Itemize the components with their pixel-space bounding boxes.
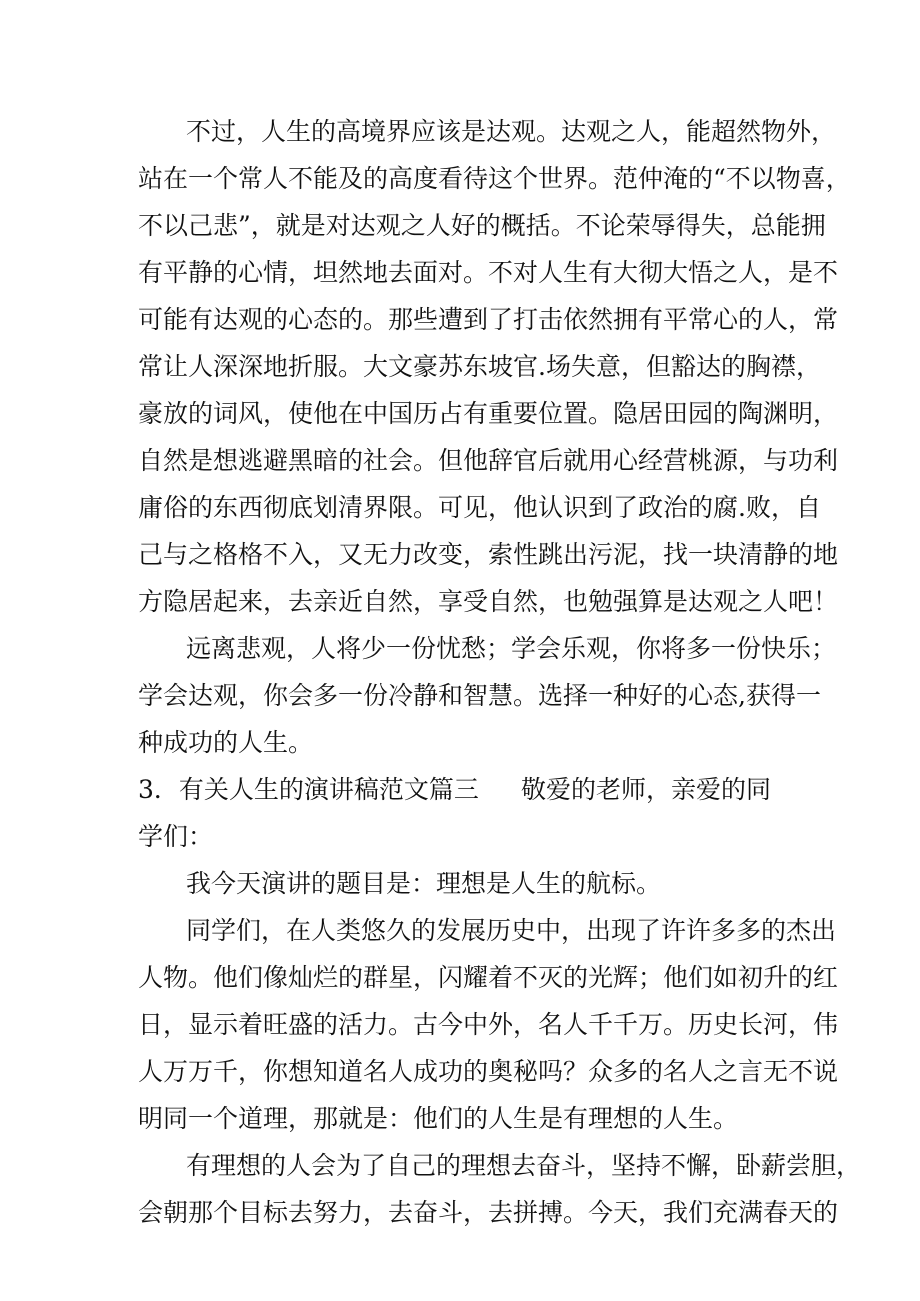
text-line [0, 491, 920, 525]
text-line [0, 1196, 920, 1230]
text-line [0, 820, 920, 854]
paragraph-text: 明同一个道理，那就是：他们的人生是有理想的人生。 [138, 1104, 739, 1133]
text-line [0, 1008, 920, 1042]
paragraph-text: 远离悲观，人将少一份忧愁；学会乐观，你将多一份快乐； [186, 634, 837, 663]
text-line [0, 162, 920, 196]
paragraph-text: 不以己悲”，就是对达观之人好的概括。不论荣辱得失，总能拥 [138, 211, 826, 240]
paragraph-text: 学会达观，你会多一份冷静和智慧。选择一种好的心态,获得一 [138, 681, 821, 710]
text-line [0, 679, 920, 713]
section-heading: 3．有关人生的演讲稿范文篇三 [138, 775, 479, 804]
text-line [0, 914, 920, 948]
paragraph-text: 我今天演讲的题目是：理想是人生的航标。 [186, 869, 662, 898]
text-line [0, 961, 920, 995]
paragraph-text: 站在一个常人不能及的高度看待这个世界。范仲淹的“不以物喜， [138, 164, 851, 193]
salutation-text: 学们： [138, 822, 214, 851]
paragraph-text: 豪放的词风，使他在中国历占有重要位置。隐居田园的陶渊明， [138, 399, 839, 428]
text-line [0, 867, 920, 901]
paragraph-text: 有平静的心情，坦然地去面对。不对人生有大彻大悟之人，是不 [138, 258, 839, 287]
heading-line [0, 773, 920, 807]
text-line [0, 632, 920, 666]
text-line [0, 256, 920, 290]
text-line [0, 444, 920, 478]
text-line [0, 726, 920, 760]
paragraph-text: 有理想的人会为了自己的理想去奋斗，坚持不懈，卧薪尝胆， [186, 1151, 862, 1180]
paragraph-text: 方隐居起来，去亲近自然，享受自然，也勉强算是达观之人吧！ [138, 587, 839, 616]
paragraph-text: 常让人深深地折服。大文豪苏东坡官.场失意，但豁达的胸襟， [138, 352, 821, 381]
paragraph-text: 会朝那个目标去努力，去奋斗，去拼搏。今天，我们充满春天的 [138, 1198, 839, 1227]
text-line [0, 585, 920, 619]
text-line [0, 350, 920, 384]
text-line [0, 538, 920, 572]
paragraph-text: 己与之格格不入，又无力改变，索性跳出污泥，找一块清静的地 [138, 540, 839, 569]
text-line [0, 1102, 920, 1136]
paragraph-text: 庸俗的东西彻底划清界限。可见，他认识到了政治的腐.败，自 [138, 493, 821, 522]
paragraph-text: 种成功的人生。 [138, 728, 314, 757]
text-line [0, 115, 920, 149]
text-line [0, 397, 920, 431]
paragraph-text: 人万万千，你想知道名人成功的奥秘吗？众多的名人之言无不说 [138, 1057, 839, 1086]
paragraph-text: 人物。他们像灿烂的群星，闪耀着不灭的光辉；他们如初升的红 [138, 963, 839, 992]
text-line [0, 209, 920, 243]
paragraph-text: 自然是想逃避黑暗的社会。但他辞官后就用心经营桃源，与功利 [138, 446, 839, 475]
text-line [0, 1149, 920, 1183]
paragraph-text: 日，显示着旺盛的活力。古今中外，名人千千万。历史长河，伟 [138, 1010, 839, 1039]
paragraph-text: 不过，人生的高境界应该是达观。达观之人，能超然物外， [186, 117, 837, 146]
salutation-text: 敬爱的老师，亲爱的同 [521, 775, 772, 804]
text-line [0, 1055, 920, 1089]
paragraph-text: 同学们，在人类悠久的发展历史中，出现了许许多多的杰出 [186, 916, 837, 945]
text-line [0, 303, 920, 337]
paragraph-text: 可能有达观的心态的。那些遭到了打击依然拥有平常心的人，常 [138, 305, 839, 334]
